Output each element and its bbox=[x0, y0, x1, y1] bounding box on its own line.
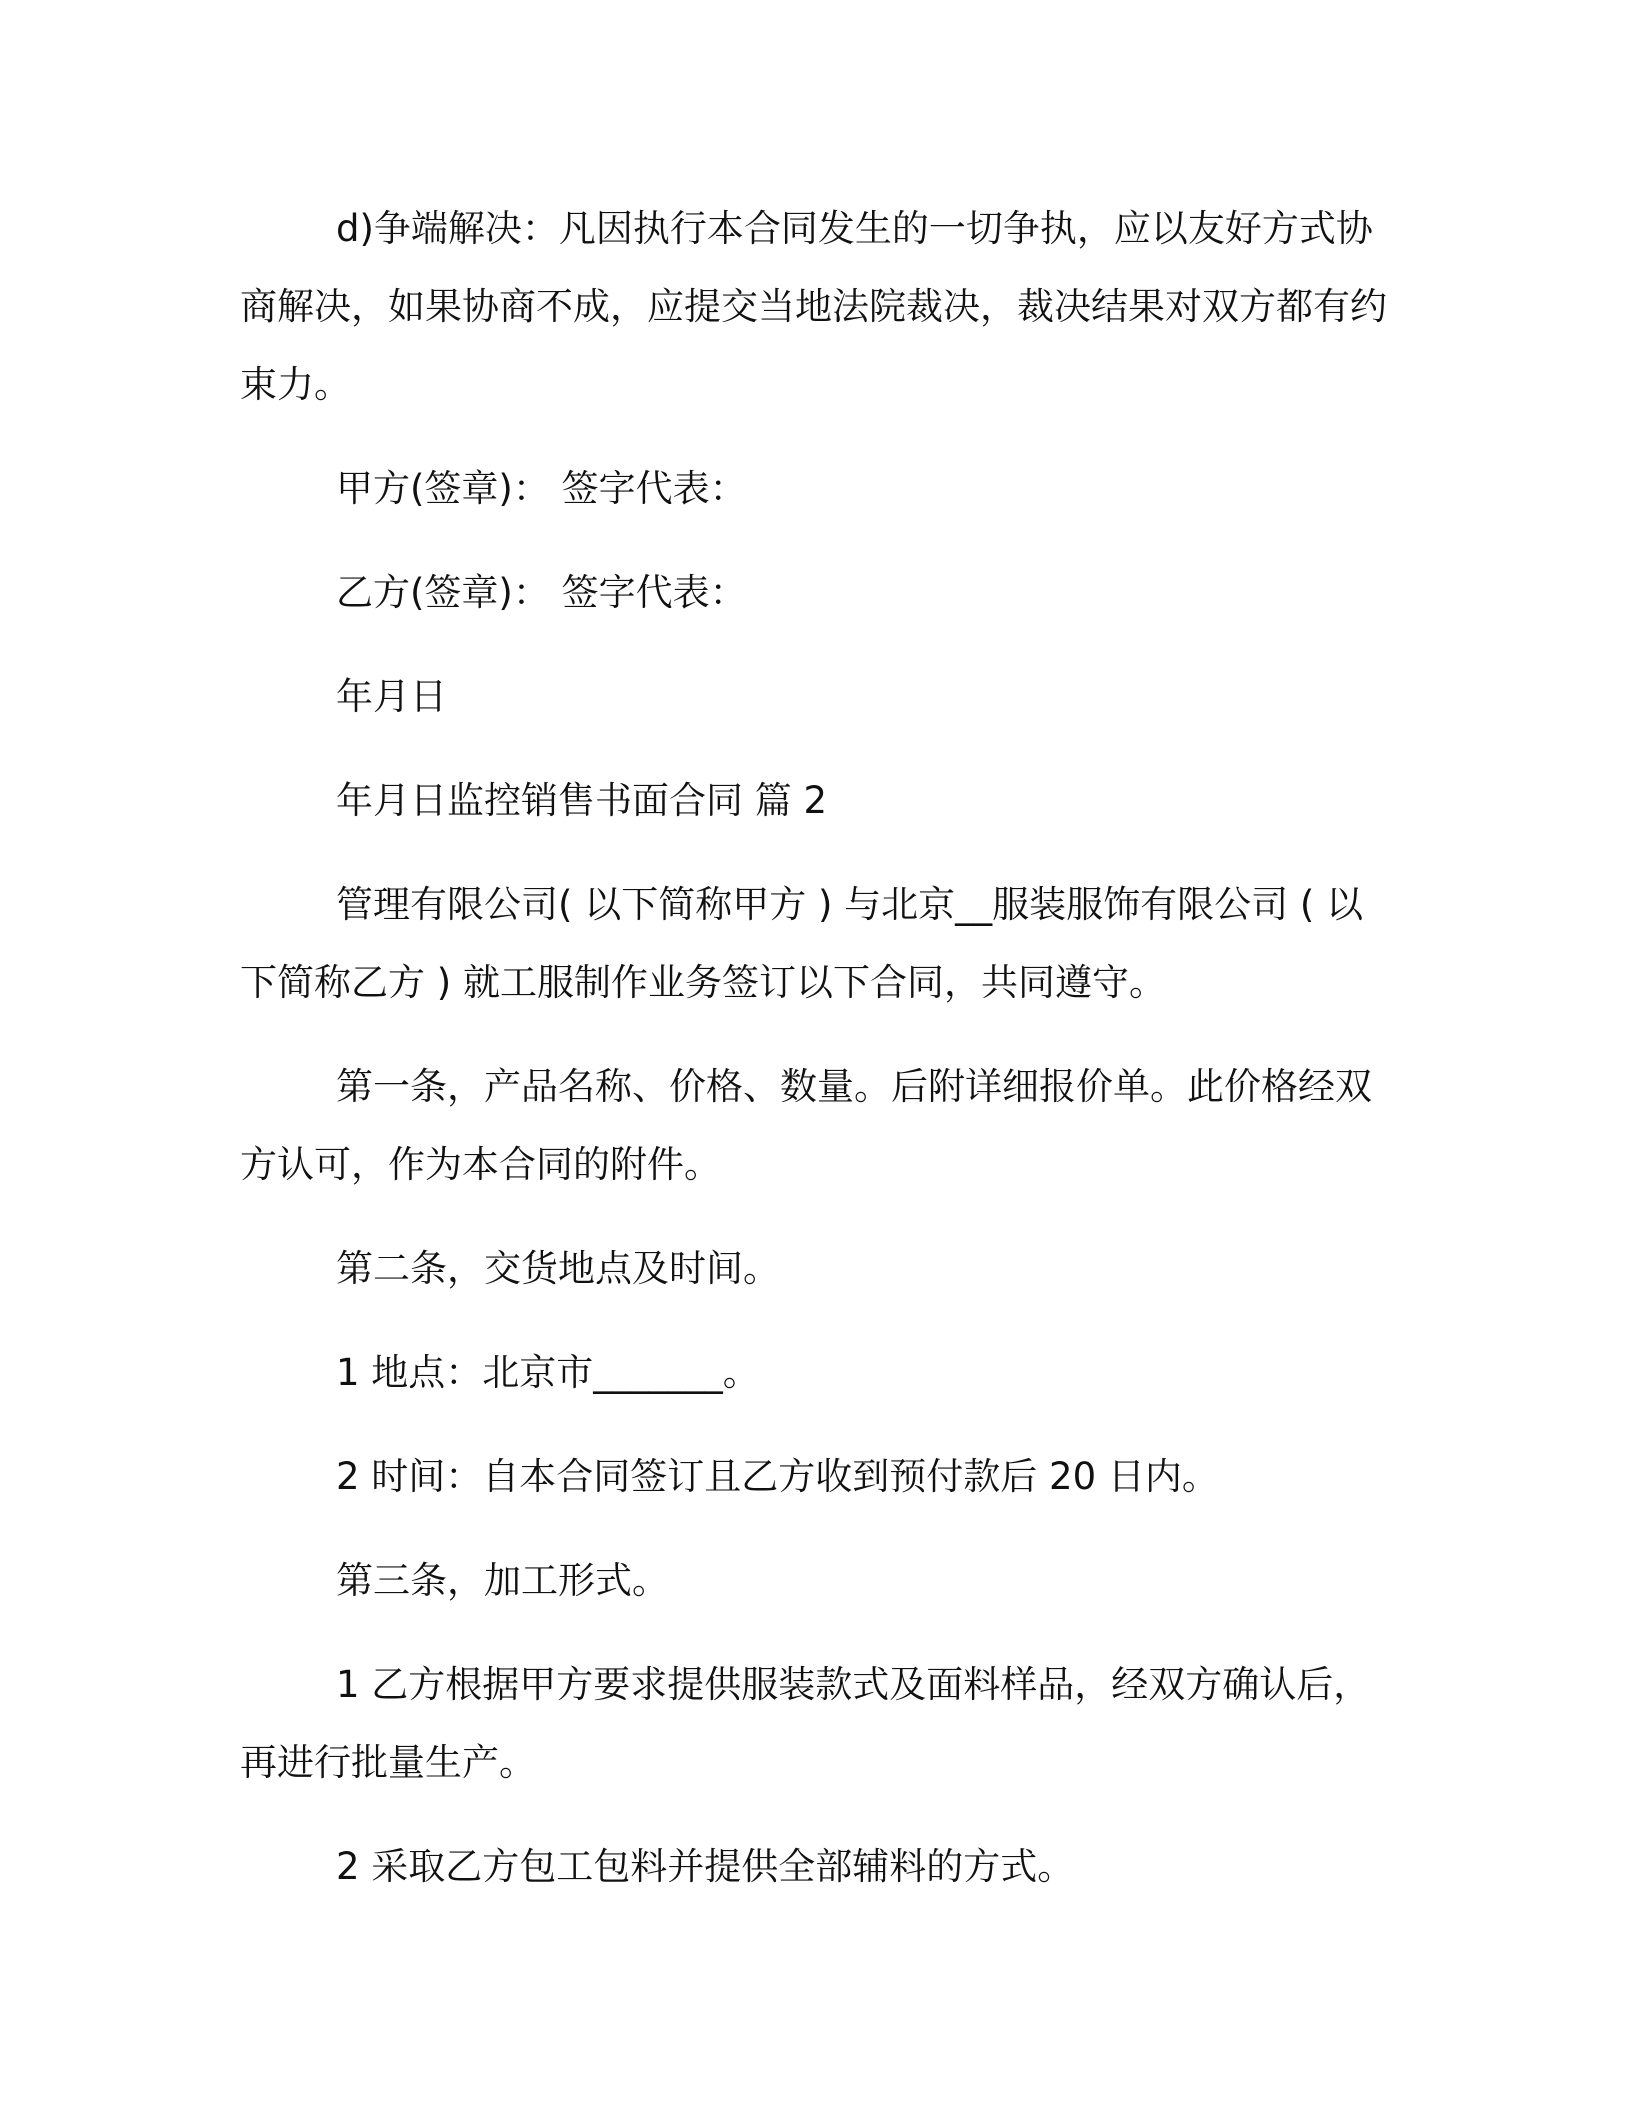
paragraph-article-2-location: 1 地点：北京市_______。 bbox=[336, 1351, 760, 1394]
paragraph-party-b-signature: 乙方(签章)： 签字代表： bbox=[336, 571, 747, 614]
paragraph-article-3-item-1: 1 乙方根据甲方要求提供服装款式及面料样品，经双方确认后，再进行批量生产。 bbox=[240, 1663, 1371, 1784]
paragraph-article-3-item-2: 2 采取乙方包工包料并提供全部辅料的方式。 bbox=[336, 1845, 1075, 1888]
paragraph-article-2: 第二条，交货地点及时间。 bbox=[336, 1247, 780, 1290]
paragraph-article-1: 第一条，产品名称、价格、数量。后附详细报价单。此价格经双方认可，作为本合同的附件。 bbox=[240, 1065, 1372, 1186]
section-heading: 年月日监控销售书面合同 篇 2 bbox=[336, 779, 828, 822]
document-body bbox=[240, 190, 1390, 1906]
paragraph-date: 年月日 bbox=[336, 675, 447, 718]
paragraph-dispute-resolution: d)争端解决：凡因执行本合同发生的一切争执，应以友好方式协商解决，如果协商不成，应提交当地法院裁决，裁决结果对双方都有约束力。 bbox=[240, 207, 1387, 406]
paragraph-article-3: 第三条，加工形式。 bbox=[336, 1559, 669, 1602]
paragraph-intro: 管理有限公司( 以下简称甲方 ) 与北京__服装服饰有限公司 ( 以下简称乙方 ) 就工服制作业务签订以下合同，共同遵守。 bbox=[240, 883, 1364, 1004]
paragraph-party-a-signature: 甲方(签章)： 签字代表： bbox=[336, 467, 747, 510]
paragraph-article-2-time: 2 时间：自本合同签订且乙方收到预付款后 20 日内。 bbox=[336, 1455, 1219, 1498]
